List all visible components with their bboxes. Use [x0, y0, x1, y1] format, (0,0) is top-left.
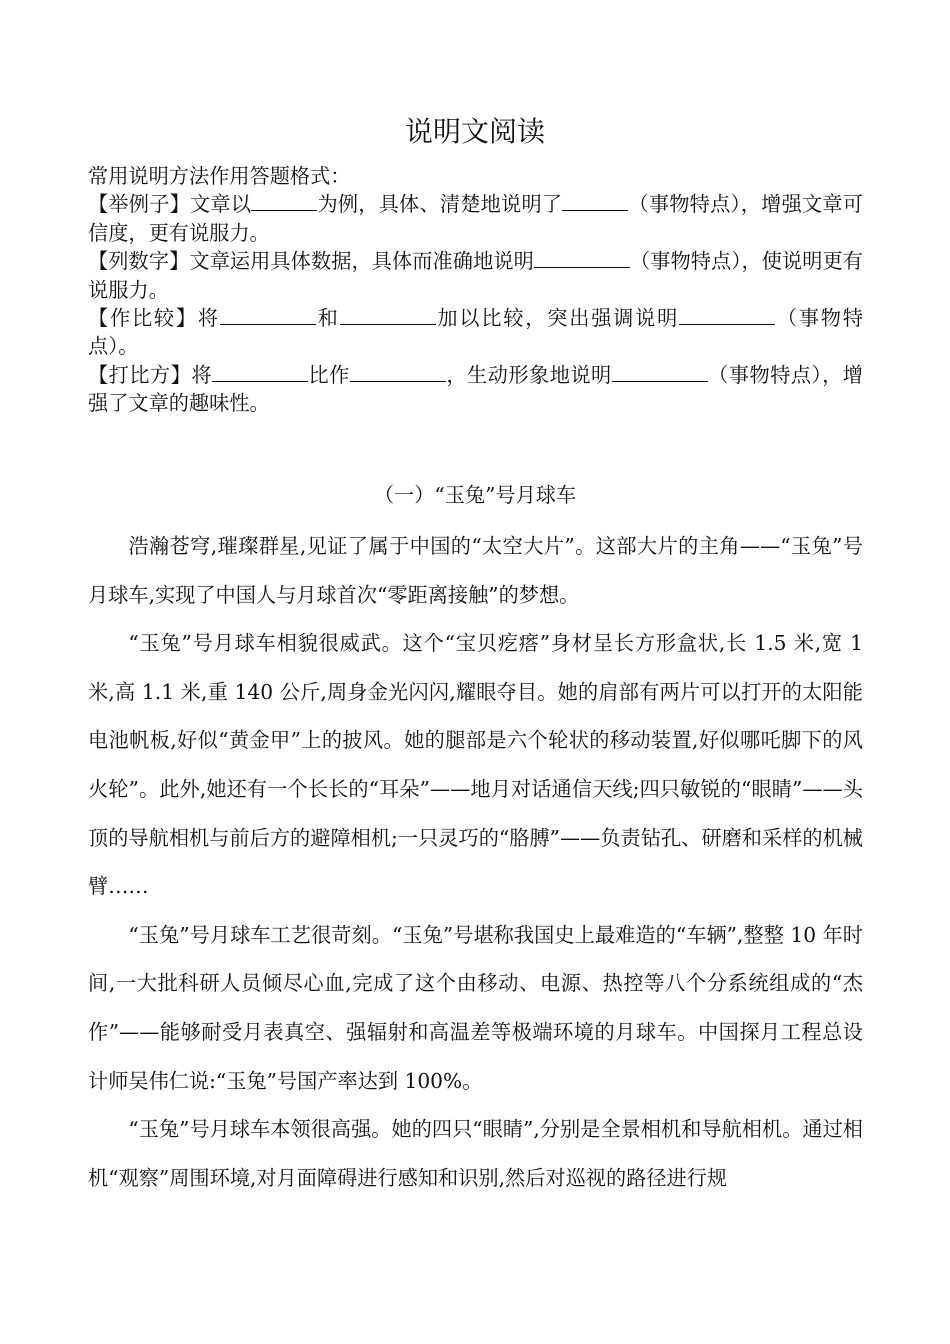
guide-text: 文章以 [190, 192, 252, 217]
guide-item-numbers [88, 247, 863, 304]
guide-tag-metaphor: 【打比方】 [88, 362, 192, 387]
answer-blank [220, 307, 316, 325]
answer-blank [251, 193, 317, 211]
guide-text: 将 [197, 306, 220, 331]
guide-text: 加以比较，突出强调说明 [435, 306, 680, 331]
section-title: （一）“玉兔”号月球车 [373, 483, 577, 507]
article-paragraph: “玉兔”号月球车本领很高强。她的四只“眼睛”,分别是全景相机和导航相机。通过相机“观察”周围环境,对月面障碍进行感知和识别,然后对巡视的路径进行规 [88, 1117, 863, 1190]
guide-text: （事物特点），增强文章可信度，更有说服力。 [88, 192, 863, 245]
guide-tag-numbers: 【列数字】 [88, 249, 190, 274]
page-title: 说明文阅读 [404, 115, 545, 148]
guide-intro: 常用说明方法作用答题格式： [88, 164, 351, 188]
answer-blank [612, 364, 708, 382]
answer-blank [679, 307, 775, 325]
answer-blank [350, 364, 446, 382]
guide-item-compare [88, 304, 863, 361]
article-paragraph: “玉兔”号月球车相貌很威武。这个“宝贝疙瘩”身材呈长方形盒状,长 1.5 米,宽 1 米,高 1.1 米,重 140 公斤,周身金光闪闪,耀眼夺目。她的肩部有两片可以打开的太阳能电池帆板,好似“黄金甲”上的披风。她的腿部是六个轮状的移动装置,好似哪吒脚下的风火轮”。此外,她还有一个长长的“耳朵”——地月对话通信天线;四只敏锐的“眼睛”——头顶的导航相机与前后方的避障相机;一只灵巧的“胳膊”——负责钻孔、研磨和采样的机械臂…… [88, 631, 863, 899]
guide-text: （事物特点）。 [88, 306, 863, 359]
answer-blank [212, 364, 308, 382]
guide-text: 文章运用具体数据，具体而准确地说明 [189, 249, 534, 274]
article-paragraph: 浩瀚苍穹,璀璨群星,见证了属于中国的“太空大片”。这部大片的主角——“玉兔”号月球车,实现了中国人与月球首次“零距离接触”的梦想。 [88, 534, 863, 607]
answer-blank [340, 307, 436, 325]
guide-text: 和 [315, 306, 340, 331]
guide-text: 为例，具体、清楚地说明了 [317, 192, 563, 217]
answer-format-guide [88, 162, 863, 418]
guide-item-metaphor [88, 361, 863, 418]
guide-item-example [88, 190, 863, 247]
article-body [88, 522, 863, 1202]
answer-blank [562, 193, 628, 211]
guide-text: 将 [191, 362, 213, 387]
guide-text: （事物特点），使说明更有说服力。 [88, 249, 863, 302]
guide-text: （事物特点），增强了文章的趣味性。 [88, 362, 863, 416]
guide-tag-example: 【举例子】 [88, 192, 191, 217]
guide-text: 比作 [308, 362, 350, 387]
guide-text: ，生动形象地说明 [445, 362, 612, 387]
article-paragraph: “玉兔”号月球车工艺很苛刻。“玉兔”号堪称我国史上最难造的“车辆”,整整 10 年时间,一大批科研人员倾尽心血,完成了这个由移动、电源、热控等八个分系统组成的“杰作”——能够耐受月表真空、强辐射和高温差等极端环境的月球车。中国探月工程总设计师吴伟仁说:“玉兔”号国产率达到 100%。 [88, 922, 863, 1093]
guide-tag-compare: 【作比较】 [88, 306, 198, 331]
answer-blank [534, 250, 630, 268]
